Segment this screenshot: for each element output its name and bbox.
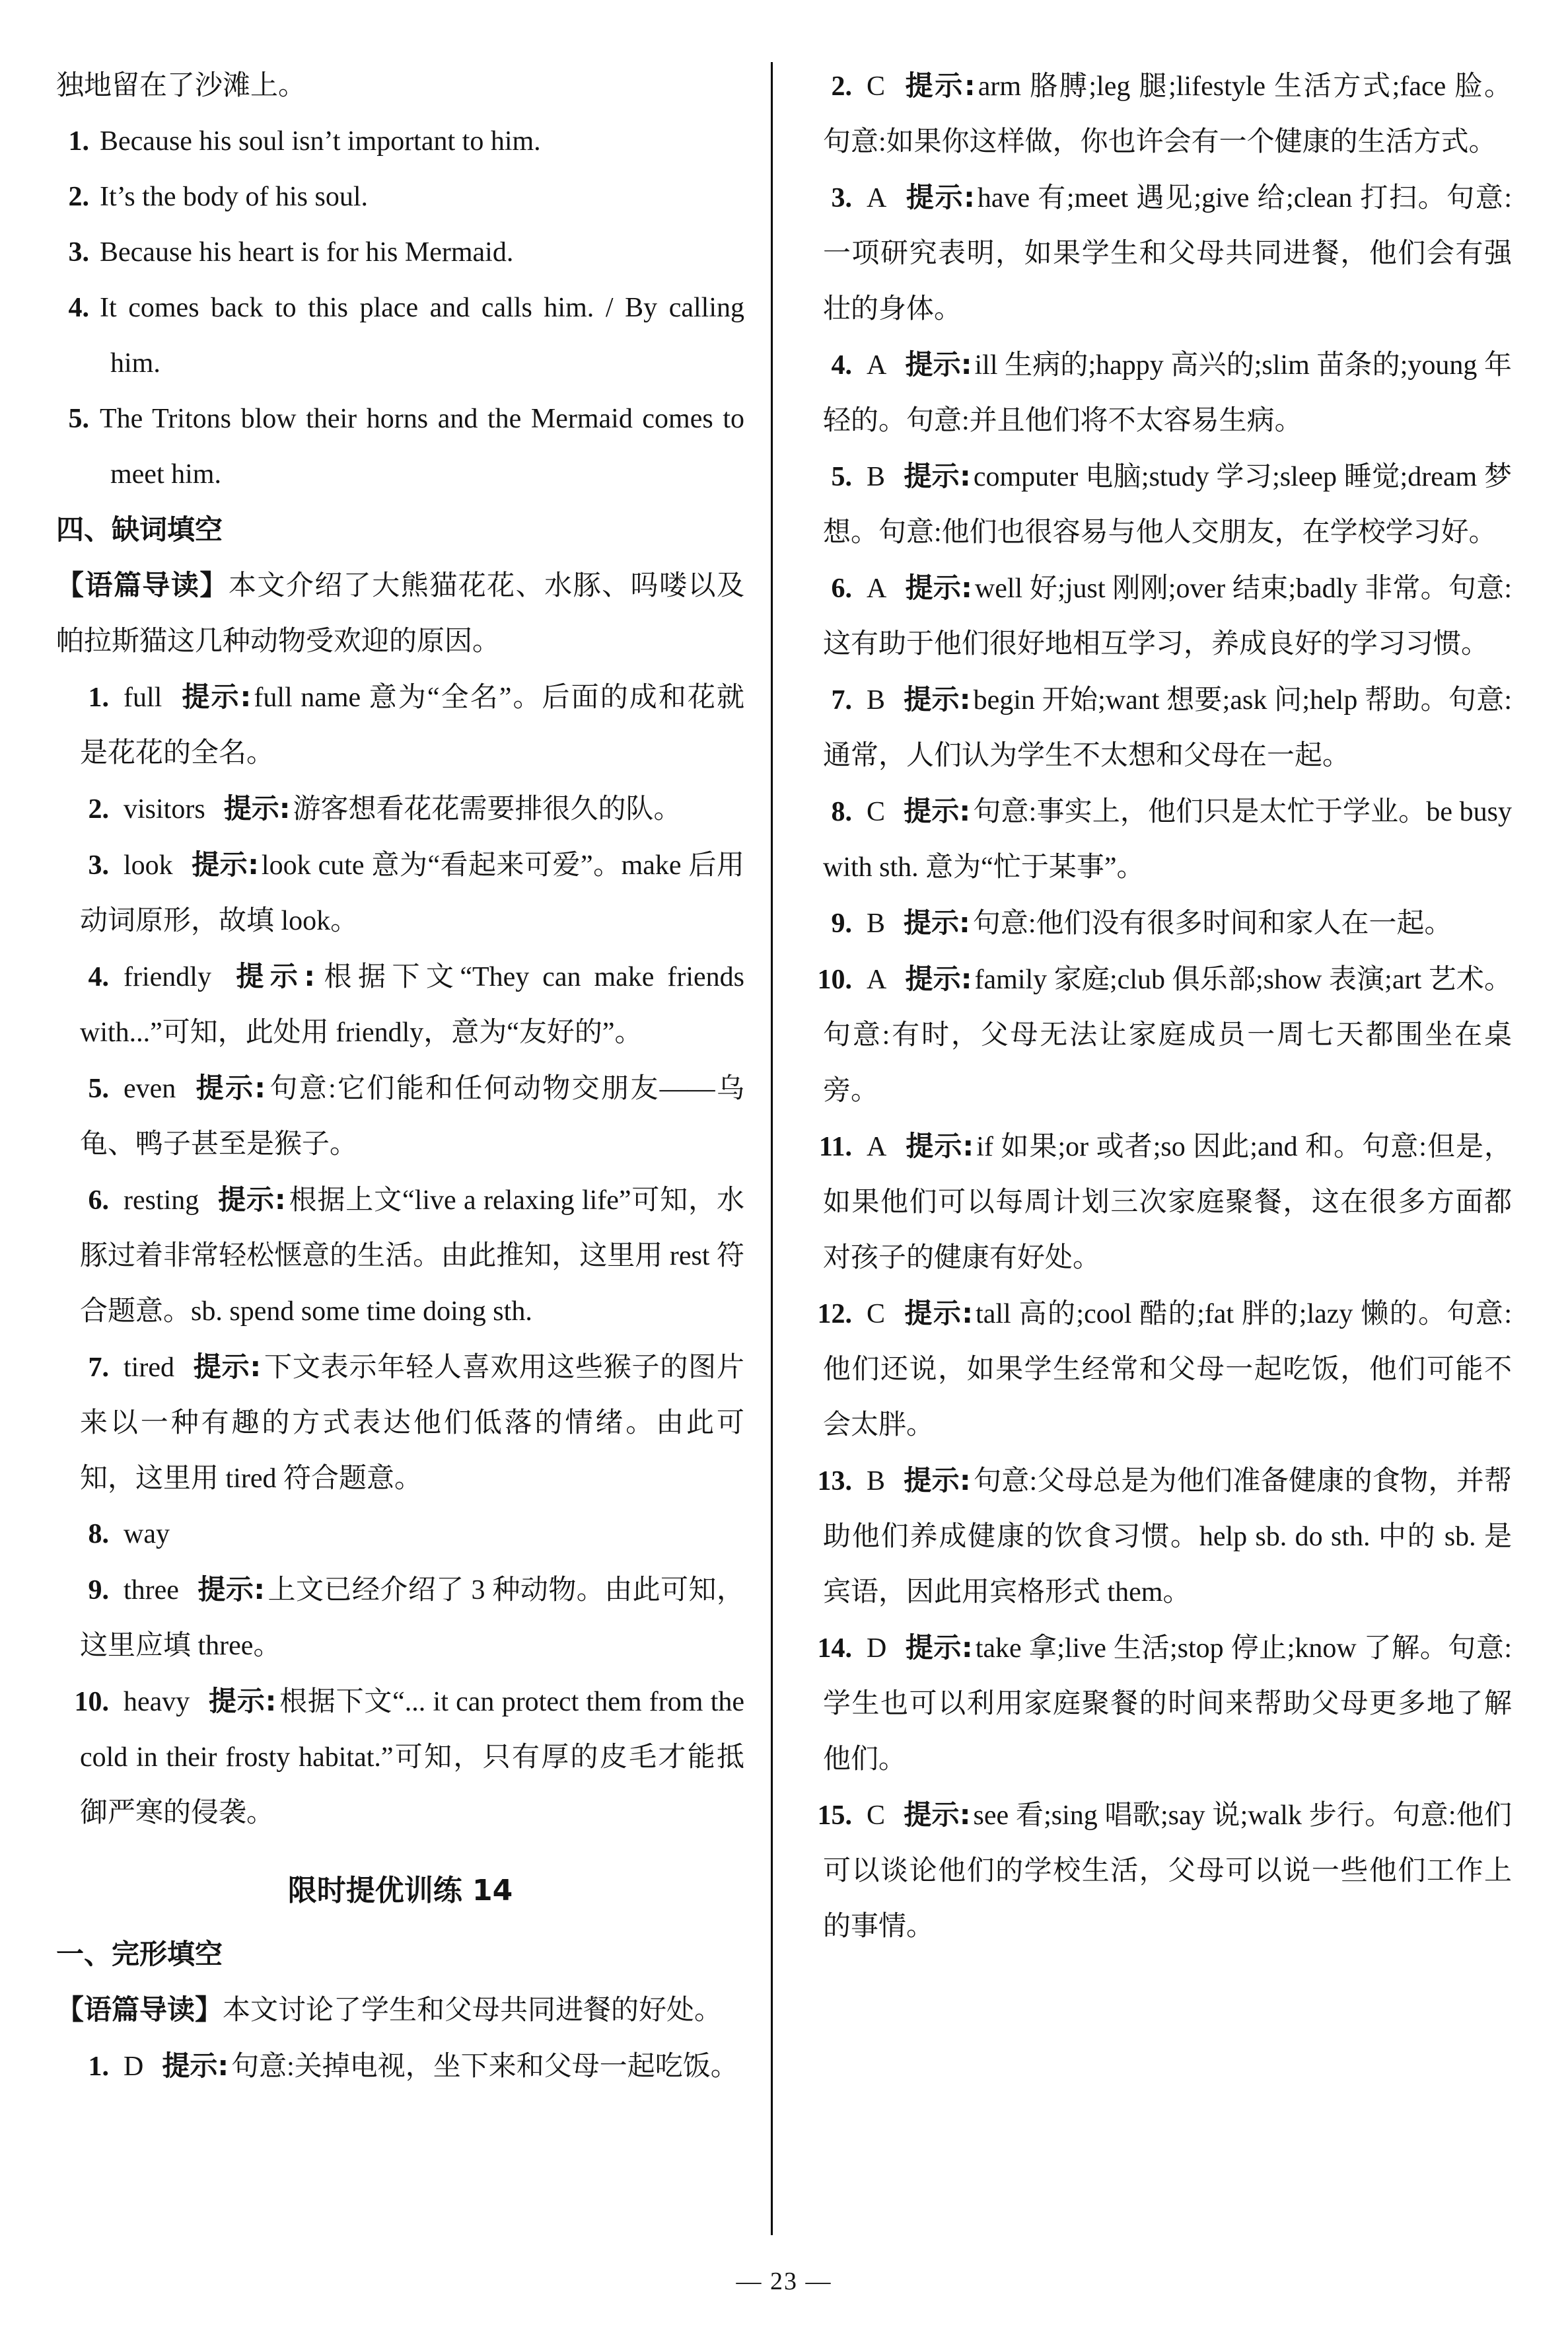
answer-item xyxy=(799,1286,1512,1453)
guide-text: 本文介绍了大熊猫花花、水豚、吗喽以及帕拉斯猫这几种动物受欢迎的原因。 xyxy=(56,571,744,657)
item-number: 12. xyxy=(817,1299,852,1329)
answer-item xyxy=(799,784,1512,895)
hint-text: 句意:它们能和任何动物交朋友——乌龟、鸭子甚至是猴子。 xyxy=(80,1074,744,1160)
item-number: 1. xyxy=(88,683,109,713)
item-number: 1. xyxy=(88,2051,109,2082)
qa-text: It comes back to this place and calls him. / By calling him. xyxy=(100,293,744,379)
answer-item xyxy=(56,781,744,837)
section-heading: 四、缺词填空 xyxy=(56,513,223,546)
item-number: 10. xyxy=(817,965,852,995)
answer-item xyxy=(56,1339,744,1506)
answer-text: even xyxy=(124,1074,176,1104)
item-number: 11. xyxy=(818,1132,852,1162)
answer-item xyxy=(799,1453,1512,1620)
hint-text: 根据下文“They can make friends with...”可知，此处用 friendly，意为“友好的”。 xyxy=(80,962,745,1048)
hint-label: 提示: xyxy=(904,460,971,492)
hint-text: family 家庭;club 俱乐部;show 表演;art 艺术。句意:有时，父母无法让家庭成员一周七天都围坐在桌旁。 xyxy=(823,965,1513,1106)
exercise-title: 限时提优训练 14 xyxy=(287,1874,513,1907)
hint-label: 提示: xyxy=(904,906,970,939)
hint-label: 提示: xyxy=(905,963,972,995)
answer-text: A xyxy=(867,183,887,213)
item-number: 5. xyxy=(88,1074,109,1104)
column-divider xyxy=(771,62,773,2235)
hint-text: ill 生病的;happy 高兴的;slim 苗条的;young 年轻的。句意:并且他们将不太容易生病。 xyxy=(823,350,1513,436)
qa-item xyxy=(56,169,744,225)
hint-label: 提示: xyxy=(905,1130,974,1162)
hint-text: see 看;sing 唱歌;say 说;walk 步行。句意:他们可以谈论他们的学校生活，父母可以说一些他们工作上的事情。 xyxy=(823,1800,1513,1942)
hint-text: 句意:事实上，他们只是太忙于学业。be busy with sth. 意为“忙于某事”。 xyxy=(823,797,1513,883)
answer-text: three xyxy=(124,1575,179,1605)
item-number: 7. xyxy=(88,1352,109,1383)
item-number: 2. xyxy=(88,794,109,825)
answer-item xyxy=(799,672,1512,784)
answer-item xyxy=(799,1787,1512,1954)
hint-label: 提示: xyxy=(905,181,975,213)
answer-item xyxy=(799,58,1512,170)
qa-item xyxy=(56,114,744,169)
answer-text: heavy xyxy=(124,1687,190,1717)
hint-label: 提示: xyxy=(180,681,252,713)
qa-item xyxy=(56,280,744,391)
hint-text: 上文已经介绍了 3 种动物。由此可知，这里应填 three。 xyxy=(80,1575,744,1661)
hint-text: well 好;just 刚刚;over 结束;badly 非常。句意:这有助于他们很好地相互学习，养成良好的学习习惯。 xyxy=(823,573,1512,659)
hint-text: have 有;meet 遇见;give 给;clean 打扫。句意:一项研究表明，如果学生和父母共同进餐，他们会有强壮的身体。 xyxy=(823,183,1512,324)
hint-text: arm 胳膊;leg 腿;lifestyle 生活方式;face 脸。句意:如果你这样做，你也许会有一个健康的生活方式。 xyxy=(823,71,1512,157)
item-number: 4. xyxy=(88,962,109,992)
answer-item xyxy=(799,1119,1512,1286)
answer-item xyxy=(799,337,1512,449)
qa-item xyxy=(56,225,744,280)
answer-item xyxy=(799,895,1512,951)
answer-text: C xyxy=(867,1299,886,1329)
answer-text: D xyxy=(867,1633,887,1664)
answer-text: visitors xyxy=(124,794,205,825)
page-footer xyxy=(56,2262,1512,2301)
answer-text: resting xyxy=(124,1185,199,1216)
answer-text: C xyxy=(867,797,886,827)
guide-paragraph xyxy=(56,558,744,669)
hint-label: 提示: xyxy=(904,1297,974,1329)
answer-item xyxy=(56,837,744,949)
item-number: 4. xyxy=(831,350,852,381)
item-number: 5. xyxy=(68,404,89,434)
answer-text: A xyxy=(867,1132,887,1162)
answer-item xyxy=(56,2038,744,2094)
item-number: 3. xyxy=(831,183,852,213)
section-heading: 一、完形填空 xyxy=(56,1938,223,1970)
answer-item xyxy=(799,449,1512,560)
answer-text: tired xyxy=(124,1352,174,1383)
item-number: 3. xyxy=(68,237,89,268)
hint-label: 提示: xyxy=(229,960,316,992)
item-number: 6. xyxy=(831,573,852,604)
hint-text: begin 开始;want 想要;ask 问;help 帮助。句意:通常，人们认为学生不太想和父母在一起。 xyxy=(823,685,1512,771)
hint-label: 提示: xyxy=(904,69,976,102)
answer-item xyxy=(799,1620,1512,1787)
hint-text: 句意:关掉电视，坐下来和父母一起吃饭。 xyxy=(231,2051,738,2082)
answer-text: way xyxy=(124,1519,170,1549)
answer-text: A xyxy=(867,350,887,381)
item-number: 8. xyxy=(831,797,852,827)
item-number: 3. xyxy=(88,850,109,881)
hint-label: 提示: xyxy=(904,1464,971,1496)
answer-text: A xyxy=(867,965,887,995)
hint-label: 提示: xyxy=(904,1798,971,1831)
item-number: 8. xyxy=(88,1519,109,1549)
answer-item xyxy=(56,1562,744,1674)
hint-text: computer 电脑;study 学习;sleep 睡觉;dream 梦想。句意:他们也很容易与他人交朋友，在学校学习好。 xyxy=(823,462,1512,548)
answer-text: B xyxy=(867,462,886,492)
guide-text: 本文讨论了学生和父母共同进餐的好处。 xyxy=(223,1995,723,2026)
hint-label: 提示: xyxy=(192,1350,262,1383)
hint-label: 提示: xyxy=(905,1631,973,1664)
answer-item xyxy=(56,1674,744,1841)
hint-label: 提示: xyxy=(194,1072,266,1104)
hint-label: 提示: xyxy=(191,848,259,881)
hint-label: 提示: xyxy=(223,792,291,825)
answer-text: C xyxy=(867,71,886,102)
hint-text: 句意:他们没有很多时间和家人在一起。 xyxy=(972,908,1452,939)
hint-label: 提示: xyxy=(208,1685,277,1717)
item-number: 15. xyxy=(817,1800,852,1831)
item-number: 2. xyxy=(831,71,852,102)
qa-text: The Tritons blow their horns and the Mermaid comes to meet him. xyxy=(100,404,744,490)
answer-text: A xyxy=(867,573,887,604)
hint-text: 下文表示年轻人喜欢用这些猴子的图片来以一种有趣的方式表达他们低落的情绪。由此可知，这里用 tired 符合题意。 xyxy=(80,1352,744,1494)
page-columns xyxy=(56,58,1512,2262)
qa-text: It’s the body of his soul. xyxy=(100,182,368,212)
hint-label: 提示: xyxy=(905,348,972,381)
answer-text: B xyxy=(867,685,886,716)
answer-item xyxy=(799,560,1512,672)
answer-item xyxy=(799,951,1512,1119)
guide-label: 【语篇导读】 xyxy=(56,1993,223,2026)
item-number: 10. xyxy=(74,1687,109,1717)
hint-text: take 拿;live 生活;stop 停止;know 了解。句意:学生也可以利用家庭聚餐的时间来帮助父母更多地了解他们。 xyxy=(823,1633,1513,1775)
hint-label: 提示: xyxy=(162,2049,229,2082)
column-left xyxy=(56,58,744,2262)
hint-text: 根据下文“... it can protect them from the cold in their frosty habitat.”可知，只有厚的皮毛才能抵御严寒的侵袭。 xyxy=(80,1687,745,1828)
qa-text: Because his soul isn’t important to him. xyxy=(100,126,541,157)
hint-label: 提示: xyxy=(905,572,972,604)
qa-item xyxy=(56,391,744,502)
item-number: 9. xyxy=(831,908,852,939)
answer-text: full xyxy=(124,683,162,713)
item-number: 7. xyxy=(831,685,852,716)
item-number: 6. xyxy=(88,1185,109,1216)
item-number: 2. xyxy=(68,182,89,212)
hint-text: 游客想看花花需要排很久的队。 xyxy=(293,794,682,825)
item-number: 9. xyxy=(88,1575,109,1605)
answer-item xyxy=(56,949,744,1060)
item-number: 1. xyxy=(68,126,89,157)
qa-text: Because his heart is for his Mermaid. xyxy=(100,237,514,268)
answer-text: friendly xyxy=(124,962,211,992)
answer-text: look xyxy=(124,850,173,881)
hint-text: 句意:父母总是为他们准备健康的食物，并帮助他们养成健康的饮食习惯。help sb. do sth. 中的 sb. 是宾语，因此用宾格形式 them。 xyxy=(823,1466,1513,1607)
hint-label: 提示: xyxy=(197,1573,266,1605)
guide-paragraph xyxy=(56,1982,744,2038)
item-number: 14. xyxy=(817,1633,852,1664)
column-right xyxy=(799,58,1512,2262)
hint-text: 根据上文“live a relaxing life”可知，水豚过着非常轻松惬意的生活。由此推知，这里用 rest 符合题意。sb. spend some time doing sth. xyxy=(80,1185,745,1327)
hint-label: 提示: xyxy=(904,683,971,716)
hint-text: tall 高的;cool 酷的;fat 胖的;lazy 懒的。句意:他们还说，如果学生经常和父母一起吃饭，他们可能不会太胖。 xyxy=(823,1299,1512,1440)
item-number: 4. xyxy=(68,293,89,323)
answer-item xyxy=(56,669,744,781)
guide-label: 【语篇导读】 xyxy=(56,569,229,601)
answer-item xyxy=(56,1060,744,1172)
answer-item xyxy=(56,1506,744,1562)
paragraph: 独地留在了沙滩上。 xyxy=(56,71,306,101)
hint-label: 提示: xyxy=(904,795,971,827)
answer-text: B xyxy=(867,908,886,939)
hint-text: if 如果;or 或者;so 因此;and 和。句意:但是，如果他们可以每周计划三次家庭聚餐，这在很多方面都对孩子的健康有好处。 xyxy=(823,1132,1513,1273)
answer-text: B xyxy=(867,1466,886,1496)
answer-text: D xyxy=(124,2051,144,2082)
item-number: 13. xyxy=(817,1466,852,1496)
page-number: — 23 — xyxy=(736,2268,832,2295)
answer-text: C xyxy=(867,1800,886,1831)
answer-item xyxy=(56,1172,744,1339)
answer-item xyxy=(799,170,1512,337)
hint-text: full name 意为“全名”。后面的成和花就是花花的全名。 xyxy=(80,683,744,768)
hint-label: 提示: xyxy=(217,1183,286,1216)
item-number: 5. xyxy=(831,462,852,492)
hint-text: look cute 意为“看起来可爱”。make 后用动词原形，故填 look。 xyxy=(80,850,745,936)
